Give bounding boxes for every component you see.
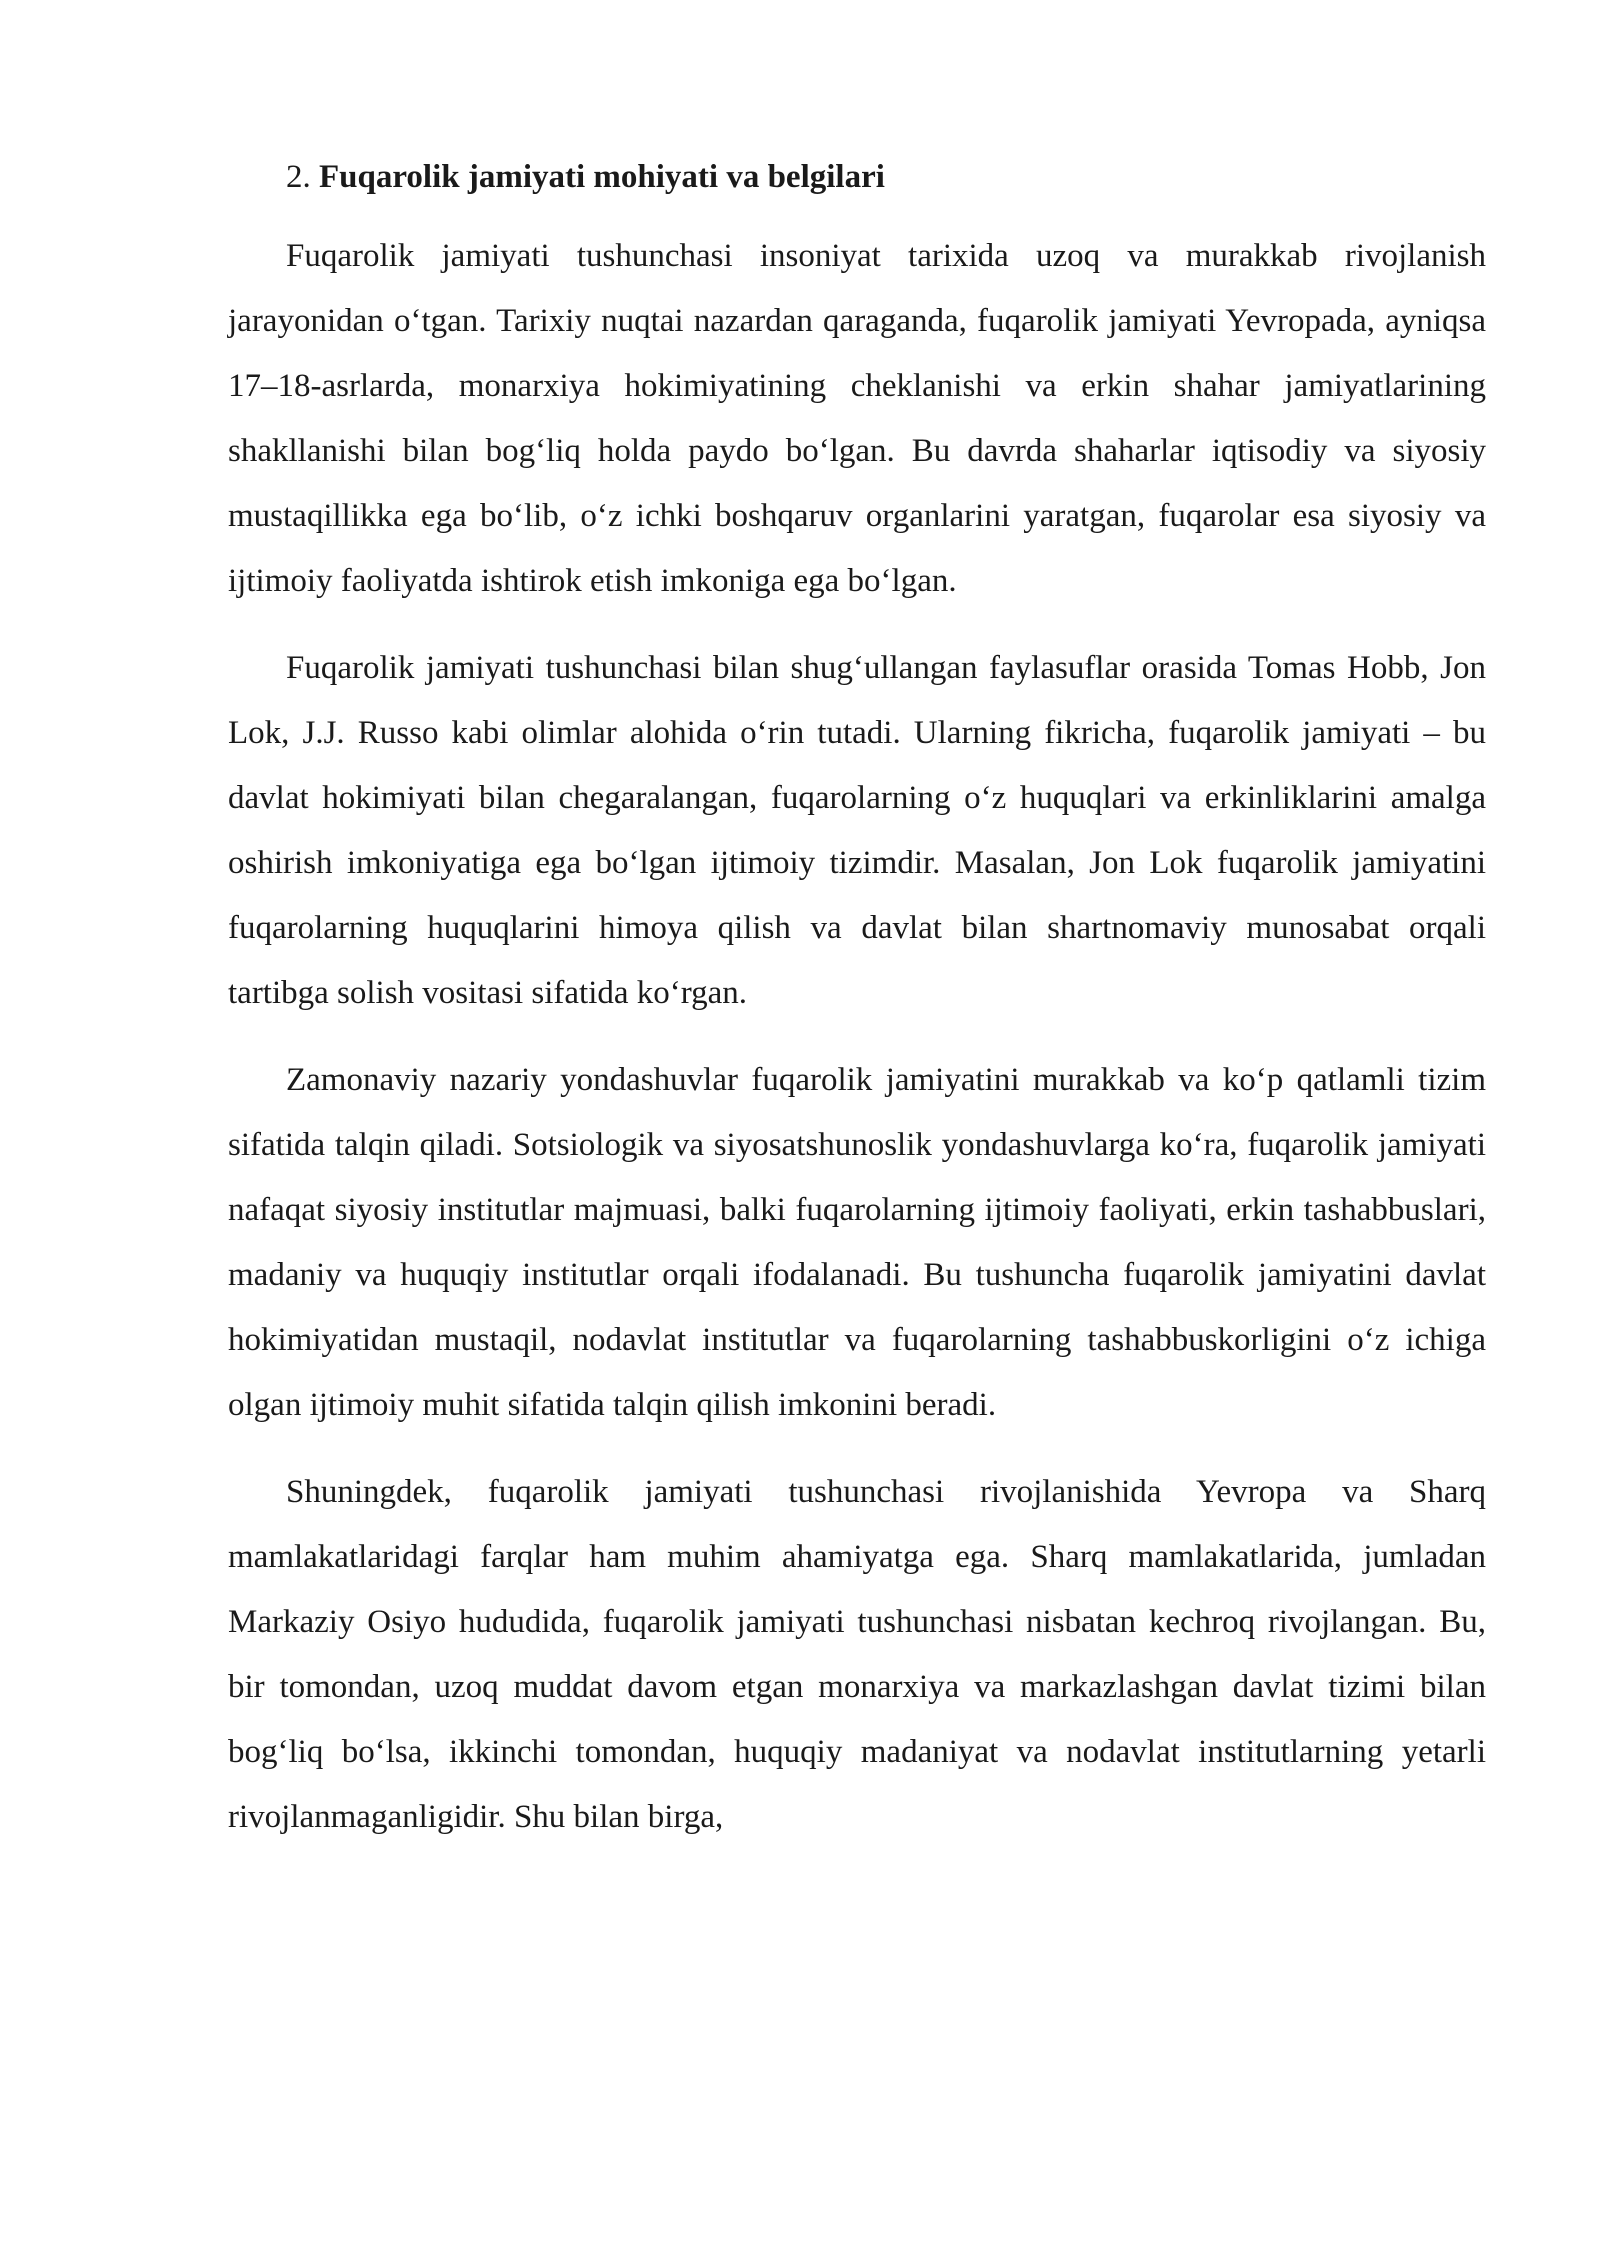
paragraph-4: Shuningdek, fuqarolik jamiyati tushunchasi rivojlanishida Yevropa va Sharq mamlakatlaridagi farqlar ham muhim ahamiyatga ega. Sharq mamlakatlarida, jumladan Markaziy Osiyo hududida, fuqarolik jamiyati tushunchasi nisbatan kechroq rivojlangan. Bu, bir tomondan, uzoq muddat davom etgan monarxiya va markazlashgan davlat tizimi bilan bog‘liq bo‘lsa, ikkinchi tomondan, huquqiy madaniyat va nodavlat institutlarning yetarli rivojlanmaganligidir. Shu bilan birga, xyxy=(228,1474,1486,1835)
paragraph-2: Fuqarolik jamiyati tushunchasi bilan shug‘ullangan faylasuflar orasida Tomas Hobb, Jon Lok, J.J. Russo kabi olimlar alohida o‘rin tutadi. Ularning fikricha, fuqarolik jamiyati – bu davlat hokimiyati bilan chegaralangan, fuqarolarning o‘z huquqlari va erkinliklarini amalga oshirish imkoniyatiga ega bo‘lgan ijtimoiy tizimdir. Masalan, Jon Lok fuqarolik jamiyatini fuqarolarning huquqlarini himoya qilish va davlat bilan shartnomaviy munosabat orqali tartibga solish vositasi sifatida ko‘rgan. xyxy=(228,650,1486,1011)
section-number: 2. xyxy=(286,159,319,195)
section-heading xyxy=(228,150,1486,204)
document-page xyxy=(228,150,1486,1872)
section-title: Fuqarolik jamiyati mohiyati va belgilari xyxy=(319,159,885,195)
paragraph-3: Zamonaviy nazariy yondashuvlar fuqarolik jamiyatini murakkab va ko‘p qatlamli tizim sifatida talqin qiladi. Sotsiologik va siyosatshunoslik yondashuvlarga ko‘ra, fuqarolik jamiyati nafaqat siyosiy institutlar majmuasi, balki fuqarolarning ijtimoiy faoliyati, erkin tashabbuslari, madaniy va huquqiy institutlar orqali ifodalanadi. Bu tushuncha fuqarolik jamiyatini davlat hokimiyatidan mustaqil, nodavlat institutlar va fuqarolarning tashabbuskorligini o‘z ichiga olgan ijtimoiy muhit sifatida talqin qilish imkonini beradi. xyxy=(228,1062,1486,1423)
paragraph-1: Fuqarolik jamiyati tushunchasi insoniyat tarixida uzoq va murakkab rivojlanish jarayonidan o‘tgan. Tarixiy nuqtai nazardan qaraganda, fuqarolik jamiyati Yevropada, ayniqsa 17–18-asrlarda, monarxiya hokimiyatining cheklanishi va erkin shahar jamiyatlarining shakllanishi bilan bog‘liq holda paydo bo‘lgan. Bu davrda shaharlar iqtisodiy va siyosiy mustaqillikka ega bo‘lib, o‘z ichki boshqaruv organlarini yaratgan, fuqarolar esa siyosiy va ijtimoiy faoliyatda ishtirok etish imkoniga ega bo‘lgan. xyxy=(228,238,1486,599)
